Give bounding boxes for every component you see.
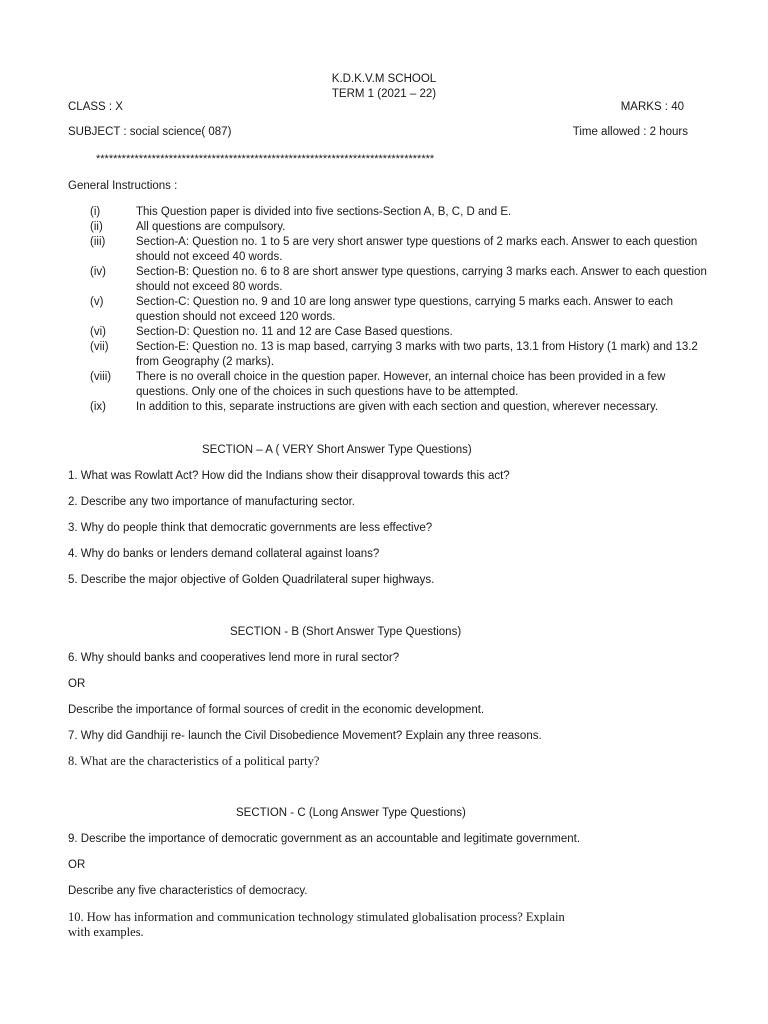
term-title: TERM 1 (2021 – 22)	[331, 88, 437, 100]
instruction-text: Section-E: Question no. 13 is map based, carrying 3 marks with two parts, 13.1 from History (1 mark) and 13.2 from Geography (2 marks).	[136, 341, 698, 368]
section-a-title: SECTION – A ( VERY Short Answer Type Questions)	[202, 444, 472, 456]
marks-label: MARKS : 40	[620, 101, 684, 113]
question-6: 6. Why should banks and cooperatives lend more in rural sector?	[68, 652, 400, 664]
instruction-number: (vi)	[90, 326, 106, 338]
question-3: 3. Why do people think that democratic governments are less effective?	[68, 522, 433, 534]
section-b-title: SECTION - B (Short Answer Type Questions)	[230, 626, 462, 638]
question-9-alternative: Describe any five characteristics of democracy.	[68, 885, 308, 897]
instructions-heading: General Instructions :	[68, 180, 178, 192]
question-4: 4. Why do banks or lenders demand collateral against loans?	[68, 548, 380, 560]
or-label: OR	[68, 859, 86, 871]
instruction-item	[90, 325, 710, 340]
instruction-text: Section-B: Question no. 6 to 8 are short answer type questions, carrying 3 marks each. Answer to each question should not exceed 80 words.	[136, 266, 707, 293]
instruction-number: (iii)	[90, 236, 106, 248]
instruction-item	[90, 370, 710, 400]
class-label: CLASS : X	[68, 101, 123, 113]
instruction-item	[90, 340, 710, 370]
instructions-list	[90, 205, 710, 415]
instruction-text: This Question paper is divided into five sections-Section A, B, C, D and E.	[136, 206, 512, 218]
question-6-alternative: Describe the importance of formal sources of credit in the economic development.	[68, 704, 485, 716]
question-5: 5. Describe the major objective of Golden Quadrilateral super highways.	[68, 574, 435, 586]
question-10-line-2: with examples.	[68, 925, 144, 939]
instruction-number: (ix)	[90, 401, 106, 413]
instruction-item	[90, 265, 710, 295]
question-9: 9. Describe the importance of democratic government as an accountable and legitimate government.	[68, 833, 581, 845]
instruction-text: All questions are compulsory.	[136, 221, 286, 233]
instruction-item	[90, 220, 710, 235]
instruction-text: Section-C: Question no. 9 and 10 are long answer type questions, carrying 5 marks each. Answer to each question should not exceed 120 words.	[136, 296, 673, 323]
instruction-number: (viii)	[90, 371, 112, 383]
instruction-number: (v)	[90, 296, 104, 308]
instruction-number: (i)	[90, 206, 101, 218]
instruction-item	[90, 295, 710, 325]
instruction-text: There is no overall choice in the question paper. However, an internal choice has been provided in a few questions. Only one of the choices in such questions have to be attempted.	[136, 371, 666, 398]
question-7: 7. Why did Gandhiji re- launch the Civil Disobedience Movement? Explain any three reasons.	[68, 730, 542, 742]
instruction-text: Section-D: Question no. 11 and 12 are Case Based questions.	[136, 326, 453, 338]
question-2: 2. Describe any two importance of manufacturing sector.	[68, 496, 356, 508]
instruction-number: (vii)	[90, 341, 109, 353]
instruction-number: (iv)	[90, 266, 106, 278]
separator-line: *******************************************************************************	[96, 153, 435, 165]
subject-label: SUBJECT : social science( 087)	[68, 126, 232, 138]
instruction-item	[90, 235, 710, 265]
instruction-text: In addition to this, separate instructions are given with each section and question, wherever necessary.	[136, 401, 659, 413]
school-name: K.D.K.V.M SCHOOL	[331, 73, 437, 85]
or-label: OR	[68, 678, 86, 690]
question-10-line-1: 10. How has information and communication technology stimulated globalisation process? Explain	[68, 910, 565, 924]
instruction-text: Section-A: Question no. 1 to 5 are very short answer type questions of 2 marks each. Answer to each question should not exceed 40 words.	[136, 236, 698, 263]
instruction-number: (ii)	[90, 221, 103, 233]
instruction-item	[90, 400, 710, 415]
question-8: 8. What are the characteristics of a political party?	[68, 754, 320, 768]
question-1: 1. What was Rowlatt Act? How did the Indians show their disapproval towards this act?	[68, 470, 510, 482]
instruction-item	[90, 205, 710, 220]
time-allowed-label: Time allowed : 2 hours	[572, 126, 688, 138]
section-c-title: SECTION - C (Long Answer Type Questions)	[236, 807, 466, 819]
